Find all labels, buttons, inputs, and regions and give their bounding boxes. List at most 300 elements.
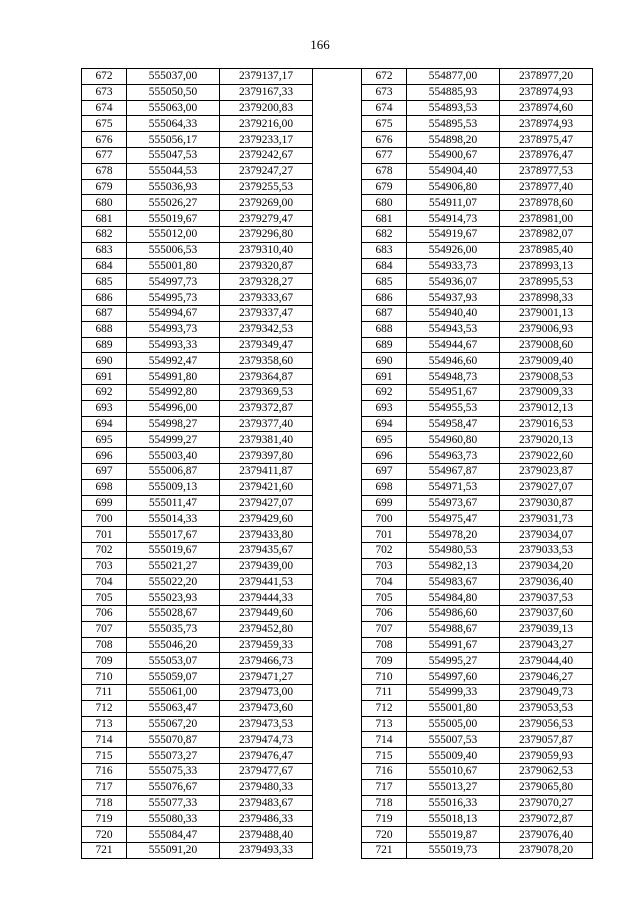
x-coordinate-cell: 554958,47 [407, 416, 500, 432]
x-coordinate-cell: 554914,73 [407, 211, 500, 227]
y-coordinate-cell: 2379473,00 [220, 685, 313, 701]
coordinate-table-right [361, 68, 593, 859]
x-coordinate-cell: 554999,33 [407, 685, 500, 701]
table-row [362, 274, 593, 290]
table-row [82, 100, 313, 116]
y-coordinate-cell: 2379421,60 [220, 479, 313, 495]
point-number-cell: 721 [362, 843, 407, 859]
y-coordinate-cell: 2378974,60 [500, 100, 593, 116]
y-coordinate-cell: 2379480,33 [220, 779, 313, 795]
x-coordinate-cell: 555021,27 [127, 558, 220, 574]
y-coordinate-cell: 2379477,67 [220, 764, 313, 780]
point-number-cell: 689 [362, 337, 407, 353]
x-coordinate-cell: 554991,80 [127, 369, 220, 385]
point-number-cell: 693 [82, 400, 127, 416]
x-coordinate-cell: 554978,20 [407, 527, 500, 543]
point-number-cell: 676 [362, 132, 407, 148]
x-coordinate-cell: 555053,07 [127, 653, 220, 669]
table-row [82, 432, 313, 448]
x-coordinate-cell: 555010,67 [407, 764, 500, 780]
point-number-cell: 718 [82, 795, 127, 811]
y-coordinate-cell: 2378977,40 [500, 179, 593, 195]
x-coordinate-cell: 554919,67 [407, 226, 500, 242]
y-coordinate-cell: 2379009,40 [500, 353, 593, 369]
table-row [82, 511, 313, 527]
table-row [362, 495, 593, 511]
y-coordinate-cell: 2379008,60 [500, 337, 593, 353]
x-coordinate-cell: 555019,87 [407, 827, 500, 843]
x-coordinate-cell: 555059,07 [127, 669, 220, 685]
x-coordinate-cell: 554997,60 [407, 669, 500, 685]
table-row [82, 226, 313, 242]
x-coordinate-cell: 554943,53 [407, 321, 500, 337]
point-number-cell: 676 [82, 132, 127, 148]
x-coordinate-cell: 555006,53 [127, 242, 220, 258]
x-coordinate-cell: 554940,40 [407, 305, 500, 321]
point-number-cell: 677 [82, 147, 127, 163]
table-row [82, 321, 313, 337]
x-coordinate-cell: 555063,00 [127, 100, 220, 116]
y-coordinate-cell: 2379057,87 [500, 732, 593, 748]
x-coordinate-cell: 555022,20 [127, 574, 220, 590]
point-number-cell: 673 [362, 84, 407, 100]
y-coordinate-cell: 2379381,40 [220, 432, 313, 448]
point-number-cell: 714 [82, 732, 127, 748]
table-row [82, 274, 313, 290]
table-row [82, 416, 313, 432]
table-row [362, 764, 593, 780]
point-number-cell: 706 [82, 606, 127, 622]
y-coordinate-cell: 2379034,20 [500, 558, 593, 574]
table-row [362, 147, 593, 163]
point-number-cell: 683 [82, 242, 127, 258]
y-coordinate-cell: 2378978,60 [500, 195, 593, 211]
point-number-cell: 674 [82, 100, 127, 116]
table-row [82, 732, 313, 748]
x-coordinate-cell: 554893,53 [407, 100, 500, 116]
y-coordinate-cell: 2379065,80 [500, 779, 593, 795]
table-row [82, 558, 313, 574]
table-row [82, 353, 313, 369]
table-row [362, 669, 593, 685]
point-number-cell: 716 [362, 764, 407, 780]
point-number-cell: 708 [82, 637, 127, 653]
table-row [362, 132, 593, 148]
table-row [82, 290, 313, 306]
x-coordinate-cell: 554988,67 [407, 621, 500, 637]
x-coordinate-cell: 554994,67 [127, 305, 220, 321]
x-coordinate-cell: 555028,67 [127, 606, 220, 622]
y-coordinate-cell: 2379474,73 [220, 732, 313, 748]
x-coordinate-cell: 555067,20 [127, 716, 220, 732]
x-coordinate-cell: 555061,00 [127, 685, 220, 701]
table-row [362, 463, 593, 479]
x-coordinate-cell: 555037,00 [127, 69, 220, 85]
coordinate-table-left [81, 68, 313, 859]
table-row [362, 100, 593, 116]
y-coordinate-cell: 2379473,60 [220, 700, 313, 716]
x-coordinate-cell: 554911,07 [407, 195, 500, 211]
x-coordinate-cell: 554960,80 [407, 432, 500, 448]
table-row [362, 685, 593, 701]
y-coordinate-cell: 2379364,87 [220, 369, 313, 385]
y-coordinate-cell: 2379016,53 [500, 416, 593, 432]
x-coordinate-cell: 554993,73 [127, 321, 220, 337]
point-number-cell: 705 [82, 590, 127, 606]
point-number-cell: 713 [82, 716, 127, 732]
point-number-cell: 708 [362, 637, 407, 653]
x-coordinate-cell: 554996,00 [127, 400, 220, 416]
table-row [362, 226, 593, 242]
x-coordinate-cell: 555007,53 [407, 732, 500, 748]
x-coordinate-cell: 555016,33 [407, 795, 500, 811]
table-row [82, 479, 313, 495]
x-coordinate-cell: 555070,87 [127, 732, 220, 748]
table-row [82, 637, 313, 653]
table-row [82, 337, 313, 353]
point-number-cell: 717 [82, 779, 127, 795]
point-number-cell: 700 [82, 511, 127, 527]
y-coordinate-cell: 2379372,87 [220, 400, 313, 416]
y-coordinate-cell: 2379486,33 [220, 811, 313, 827]
y-coordinate-cell: 2379476,47 [220, 748, 313, 764]
x-coordinate-cell: 555076,67 [127, 779, 220, 795]
table-row [362, 811, 593, 827]
point-number-cell: 712 [82, 700, 127, 716]
y-coordinate-cell: 2378981,00 [500, 211, 593, 227]
y-coordinate-cell: 2379043,27 [500, 637, 593, 653]
point-number-cell: 702 [82, 542, 127, 558]
table-row [82, 685, 313, 701]
table-row [82, 211, 313, 227]
table-row [362, 211, 593, 227]
point-number-cell: 690 [362, 353, 407, 369]
point-number-cell: 710 [82, 669, 127, 685]
y-coordinate-cell: 2379078,20 [500, 843, 593, 859]
y-coordinate-cell: 2379337,47 [220, 305, 313, 321]
table-row [82, 242, 313, 258]
table-row [362, 700, 593, 716]
y-coordinate-cell: 2379433,80 [220, 527, 313, 543]
y-coordinate-cell: 2379037,60 [500, 606, 593, 622]
x-coordinate-cell: 554983,67 [407, 574, 500, 590]
x-coordinate-cell: 554973,67 [407, 495, 500, 511]
table-row [82, 527, 313, 543]
point-number-cell: 686 [362, 290, 407, 306]
table-row [82, 764, 313, 780]
table-row [82, 669, 313, 685]
x-coordinate-cell: 555046,20 [127, 637, 220, 653]
x-coordinate-cell: 555091,20 [127, 843, 220, 859]
point-number-cell: 703 [82, 558, 127, 574]
point-number-cell: 685 [82, 274, 127, 290]
x-coordinate-cell: 554975,47 [407, 511, 500, 527]
point-number-cell: 679 [82, 179, 127, 195]
table-row [362, 242, 593, 258]
table-row [362, 479, 593, 495]
x-coordinate-cell: 554900,67 [407, 147, 500, 163]
x-coordinate-cell: 554948,73 [407, 369, 500, 385]
y-coordinate-cell: 2379358,60 [220, 353, 313, 369]
point-number-cell: 698 [362, 479, 407, 495]
table-row [362, 448, 593, 464]
y-coordinate-cell: 2379397,80 [220, 448, 313, 464]
y-coordinate-cell: 2379444,33 [220, 590, 313, 606]
table-row [362, 779, 593, 795]
y-coordinate-cell: 2379466,73 [220, 653, 313, 669]
table-row [362, 290, 593, 306]
y-coordinate-cell: 2379435,67 [220, 542, 313, 558]
y-coordinate-cell: 2379441,53 [220, 574, 313, 590]
table-row [362, 305, 593, 321]
table-row [82, 495, 313, 511]
x-coordinate-cell: 554963,73 [407, 448, 500, 464]
point-number-cell: 694 [362, 416, 407, 432]
x-coordinate-cell: 555073,27 [127, 748, 220, 764]
point-number-cell: 691 [82, 369, 127, 385]
y-coordinate-cell: 2379030,87 [500, 495, 593, 511]
point-number-cell: 701 [82, 527, 127, 543]
y-coordinate-cell: 2379062,53 [500, 764, 593, 780]
x-coordinate-cell: 555001,80 [127, 258, 220, 274]
table-row [82, 748, 313, 764]
point-number-cell: 696 [362, 448, 407, 464]
y-coordinate-cell: 2379255,53 [220, 179, 313, 195]
point-number-cell: 692 [362, 384, 407, 400]
y-coordinate-cell: 2379488,40 [220, 827, 313, 843]
x-coordinate-cell: 554997,73 [127, 274, 220, 290]
y-coordinate-cell: 2379027,07 [500, 479, 593, 495]
y-coordinate-cell: 2379056,53 [500, 716, 593, 732]
x-coordinate-cell: 555006,87 [127, 463, 220, 479]
x-coordinate-cell: 555064,33 [127, 116, 220, 132]
table-row [82, 384, 313, 400]
y-coordinate-cell: 2379167,33 [220, 84, 313, 100]
y-coordinate-cell: 2379137,17 [220, 69, 313, 85]
point-number-cell: 680 [82, 195, 127, 211]
point-number-cell: 697 [82, 463, 127, 479]
y-coordinate-cell: 2379023,87 [500, 463, 593, 479]
table-row [82, 448, 313, 464]
y-coordinate-cell: 2379296,80 [220, 226, 313, 242]
x-coordinate-cell: 555013,27 [407, 779, 500, 795]
x-coordinate-cell: 554999,27 [127, 432, 220, 448]
y-coordinate-cell: 2378975,47 [500, 132, 593, 148]
table-row [362, 384, 593, 400]
y-coordinate-cell: 2379049,73 [500, 685, 593, 701]
point-number-cell: 684 [362, 258, 407, 274]
x-coordinate-cell: 555011,47 [127, 495, 220, 511]
point-number-cell: 687 [82, 305, 127, 321]
y-coordinate-cell: 2379006,93 [500, 321, 593, 337]
table-row [82, 84, 313, 100]
point-number-cell: 720 [362, 827, 407, 843]
point-number-cell: 684 [82, 258, 127, 274]
point-number-cell: 703 [362, 558, 407, 574]
point-number-cell: 696 [82, 448, 127, 464]
x-coordinate-cell: 554885,93 [407, 84, 500, 100]
point-number-cell: 695 [362, 432, 407, 448]
point-number-cell: 677 [362, 147, 407, 163]
table-row [362, 542, 593, 558]
y-coordinate-cell: 2379449,60 [220, 606, 313, 622]
point-number-cell: 688 [82, 321, 127, 337]
y-coordinate-cell: 2378977,20 [500, 69, 593, 85]
table-row [82, 463, 313, 479]
point-number-cell: 702 [362, 542, 407, 558]
table-row [82, 795, 313, 811]
table-row [362, 179, 593, 195]
table-row [362, 606, 593, 622]
y-coordinate-cell: 2379328,27 [220, 274, 313, 290]
point-number-cell: 715 [82, 748, 127, 764]
y-coordinate-cell: 2379233,17 [220, 132, 313, 148]
x-coordinate-cell: 555035,73 [127, 621, 220, 637]
y-coordinate-cell: 2379493,33 [220, 843, 313, 859]
y-coordinate-cell: 2378985,40 [500, 242, 593, 258]
y-coordinate-cell: 2379009,33 [500, 384, 593, 400]
x-coordinate-cell: 555012,00 [127, 226, 220, 242]
point-number-cell: 682 [362, 226, 407, 242]
table-row [362, 590, 593, 606]
point-number-cell: 672 [82, 69, 127, 85]
table-row [362, 321, 593, 337]
table-row [82, 163, 313, 179]
y-coordinate-cell: 2379471,27 [220, 669, 313, 685]
x-coordinate-cell: 554991,67 [407, 637, 500, 653]
y-coordinate-cell: 2379279,47 [220, 211, 313, 227]
table-row [82, 590, 313, 606]
x-coordinate-cell: 555023,93 [127, 590, 220, 606]
x-coordinate-cell: 554946,60 [407, 353, 500, 369]
point-number-cell: 704 [82, 574, 127, 590]
table-row [82, 132, 313, 148]
table-row [362, 795, 593, 811]
x-coordinate-cell: 555084,47 [127, 827, 220, 843]
x-coordinate-cell: 554933,73 [407, 258, 500, 274]
y-coordinate-cell: 2379473,53 [220, 716, 313, 732]
table-row [362, 827, 593, 843]
x-coordinate-cell: 554971,53 [407, 479, 500, 495]
table-row [82, 400, 313, 416]
point-number-cell: 690 [82, 353, 127, 369]
point-number-cell: 681 [82, 211, 127, 227]
x-coordinate-cell: 554982,13 [407, 558, 500, 574]
y-coordinate-cell: 2379247,27 [220, 163, 313, 179]
table-row [362, 732, 593, 748]
x-coordinate-cell: 554906,80 [407, 179, 500, 195]
point-number-cell: 706 [362, 606, 407, 622]
point-number-cell: 712 [362, 700, 407, 716]
table-row [82, 811, 313, 827]
point-number-cell: 707 [362, 621, 407, 637]
y-coordinate-cell: 2379269,00 [220, 195, 313, 211]
point-number-cell: 672 [362, 69, 407, 85]
x-coordinate-cell: 555009,40 [407, 748, 500, 764]
point-number-cell: 678 [362, 163, 407, 179]
y-coordinate-cell: 2379369,53 [220, 384, 313, 400]
point-number-cell: 699 [82, 495, 127, 511]
point-number-cell: 719 [362, 811, 407, 827]
point-number-cell: 673 [82, 84, 127, 100]
table-row [362, 84, 593, 100]
y-coordinate-cell: 2379036,40 [500, 574, 593, 590]
point-number-cell: 678 [82, 163, 127, 179]
x-coordinate-cell: 554995,27 [407, 653, 500, 669]
table-row [362, 748, 593, 764]
x-coordinate-cell: 555075,33 [127, 764, 220, 780]
table-row [362, 353, 593, 369]
point-number-cell: 711 [362, 685, 407, 701]
x-coordinate-cell: 554951,67 [407, 384, 500, 400]
y-coordinate-cell: 2379001,13 [500, 305, 593, 321]
point-number-cell: 683 [362, 242, 407, 258]
point-number-cell: 713 [362, 716, 407, 732]
x-coordinate-cell: 555017,67 [127, 527, 220, 543]
x-coordinate-cell: 555018,13 [407, 811, 500, 827]
y-coordinate-cell: 2378976,47 [500, 147, 593, 163]
point-number-cell: 714 [362, 732, 407, 748]
table-row [82, 542, 313, 558]
y-coordinate-cell: 2379039,13 [500, 621, 593, 637]
table-row [82, 653, 313, 669]
table-row [362, 400, 593, 416]
point-number-cell: 711 [82, 685, 127, 701]
table-row [82, 147, 313, 163]
point-number-cell: 680 [362, 195, 407, 211]
x-coordinate-cell: 554986,60 [407, 606, 500, 622]
x-coordinate-cell: 555003,40 [127, 448, 220, 464]
x-coordinate-cell: 554955,53 [407, 400, 500, 416]
table-row [82, 621, 313, 637]
table-row [82, 716, 313, 732]
point-number-cell: 679 [362, 179, 407, 195]
x-coordinate-cell: 554992,47 [127, 353, 220, 369]
x-coordinate-cell: 555019,67 [127, 542, 220, 558]
point-number-cell: 718 [362, 795, 407, 811]
x-coordinate-cell: 554926,00 [407, 242, 500, 258]
y-coordinate-cell: 2379053,53 [500, 700, 593, 716]
x-coordinate-cell: 555036,93 [127, 179, 220, 195]
y-coordinate-cell: 2378998,33 [500, 290, 593, 306]
point-number-cell: 721 [82, 843, 127, 859]
point-number-cell: 695 [82, 432, 127, 448]
point-number-cell: 675 [82, 116, 127, 132]
table-row [82, 700, 313, 716]
table-row [362, 369, 593, 385]
point-number-cell: 693 [362, 400, 407, 416]
y-coordinate-cell: 2378993,13 [500, 258, 593, 274]
point-number-cell: 697 [362, 463, 407, 479]
y-coordinate-cell: 2379034,07 [500, 527, 593, 543]
y-coordinate-cell: 2378982,07 [500, 226, 593, 242]
table-row [362, 416, 593, 432]
y-coordinate-cell: 2379429,60 [220, 511, 313, 527]
point-number-cell: 689 [82, 337, 127, 353]
point-number-cell: 691 [362, 369, 407, 385]
x-coordinate-cell: 555019,73 [407, 843, 500, 859]
x-coordinate-cell: 555077,33 [127, 795, 220, 811]
table-row [362, 69, 593, 85]
table-row [362, 637, 593, 653]
point-number-cell: 694 [82, 416, 127, 432]
x-coordinate-cell: 554980,53 [407, 542, 500, 558]
point-number-cell: 686 [82, 290, 127, 306]
x-coordinate-cell: 554877,00 [407, 69, 500, 85]
point-number-cell: 692 [82, 384, 127, 400]
point-number-cell: 719 [82, 811, 127, 827]
table-row [82, 843, 313, 859]
